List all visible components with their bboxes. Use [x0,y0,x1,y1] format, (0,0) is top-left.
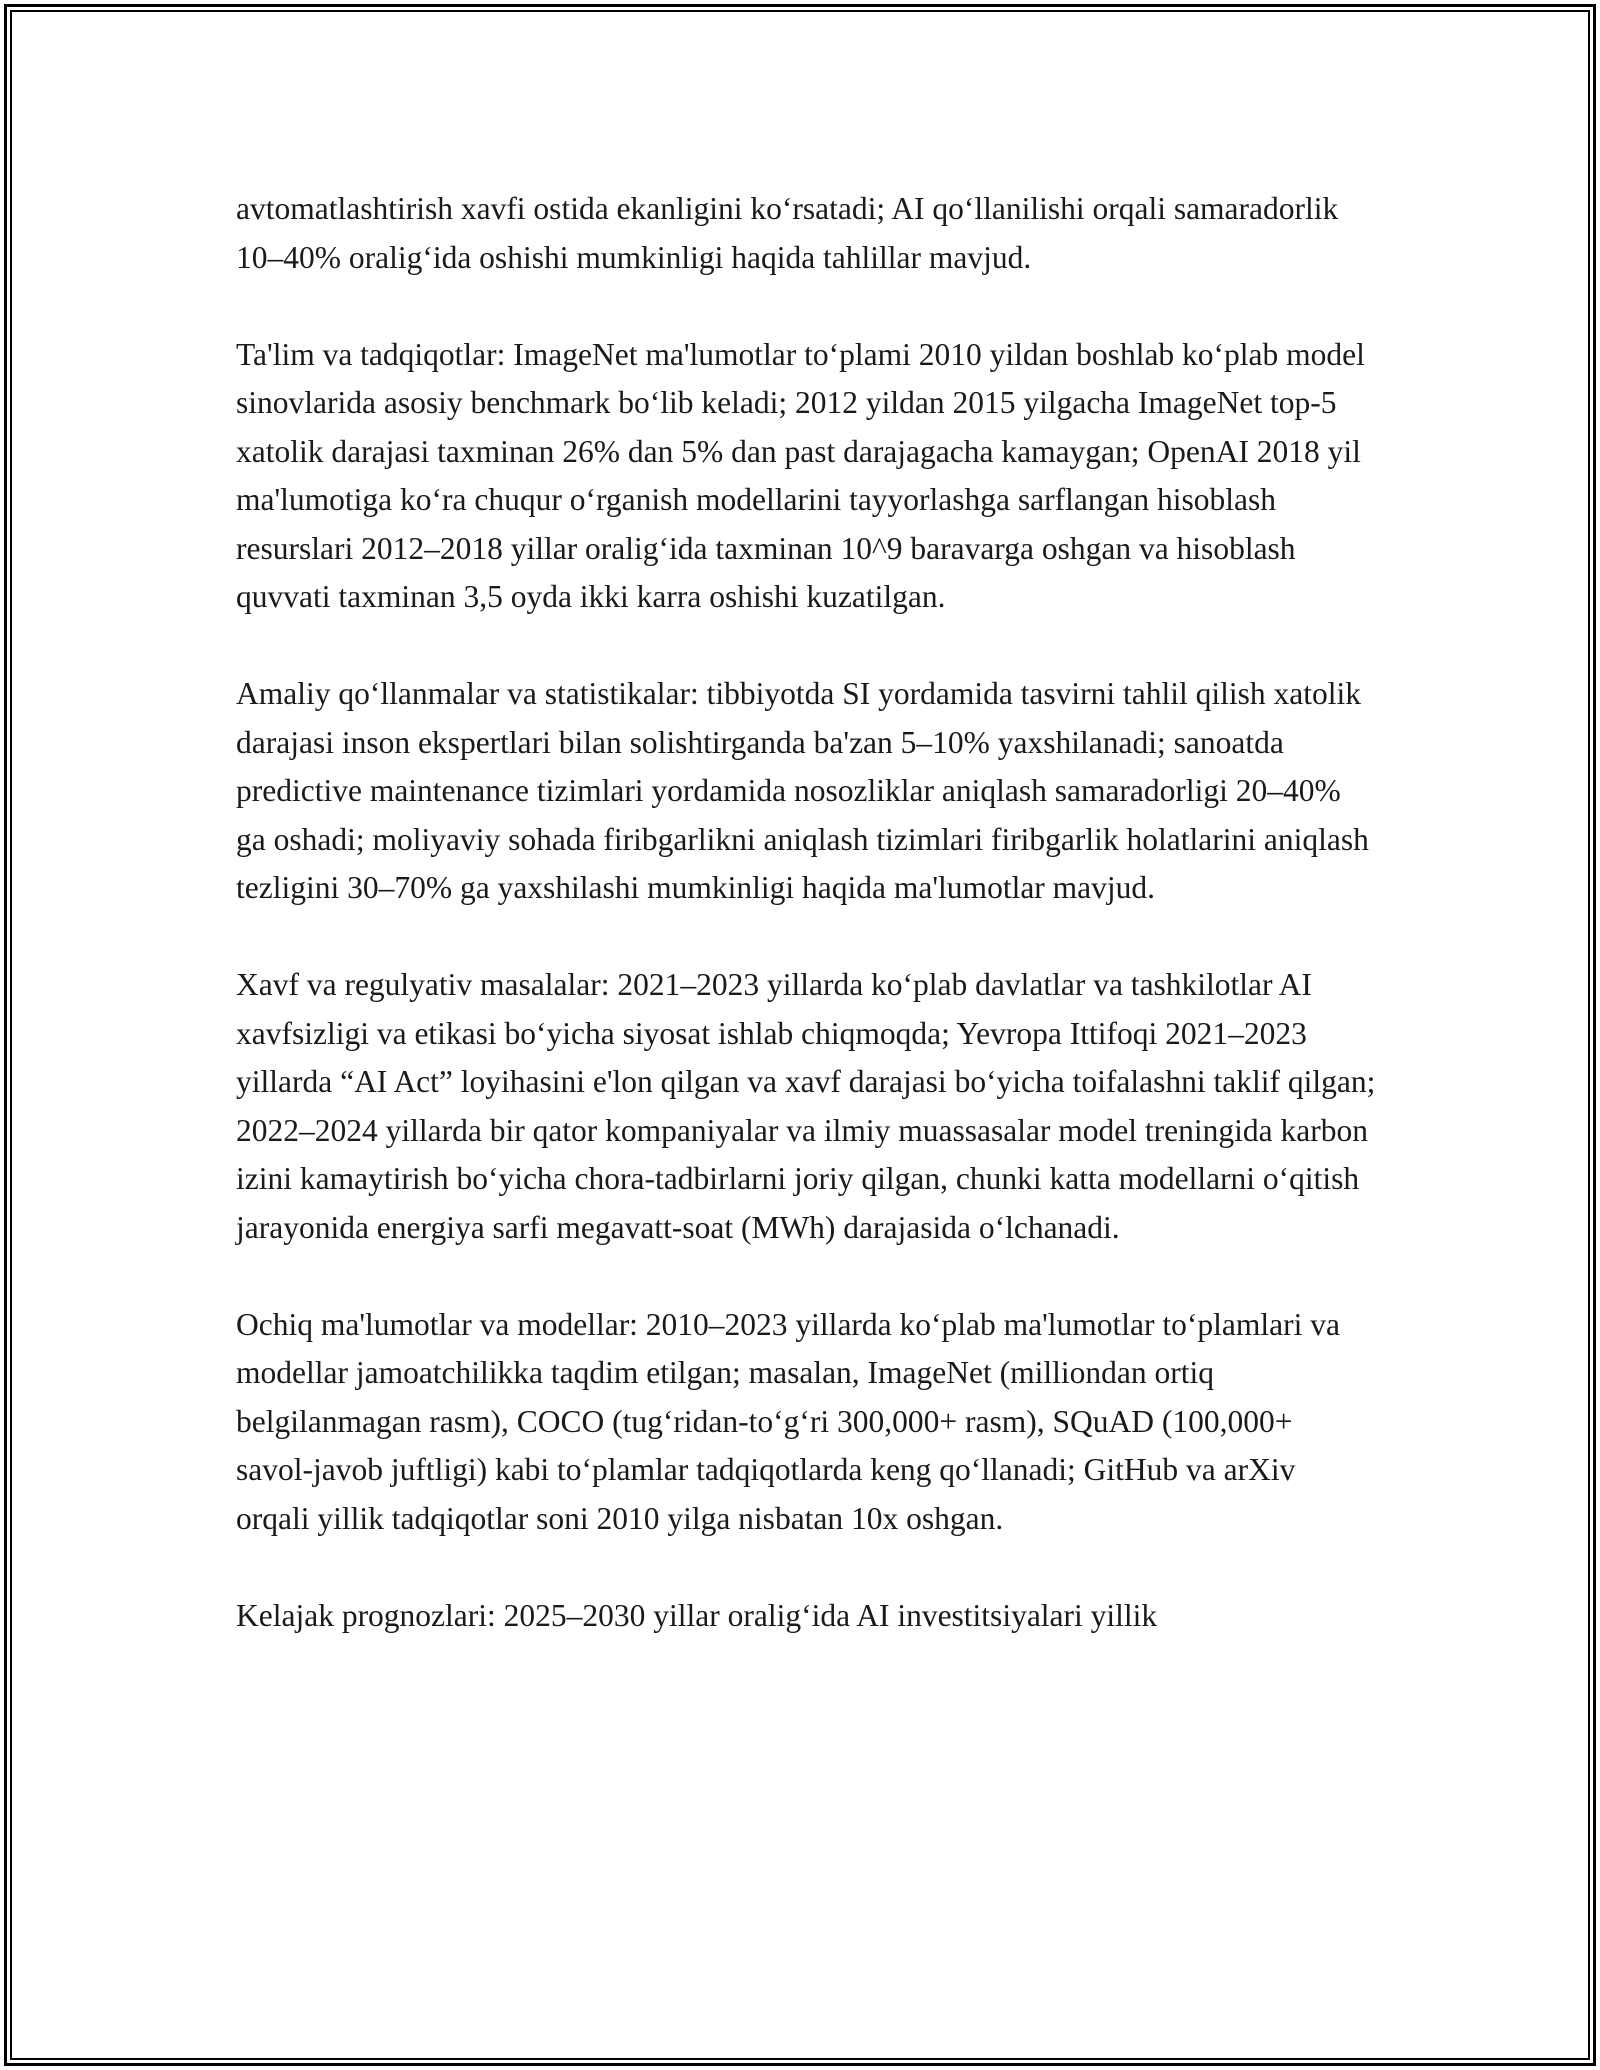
paragraph-open-data-models: Ochiq ma'lumotlar va modellar: 2010–2023 yillarda ko‘plab ma'lumotlar to‘plamlari va modellar jamoatchilikka taqdim etilgan; masalan, ImageNet (milliondan ortiq belgilanmagan rasm), COCO (tug‘ridan-to‘g‘ri 300,000+ rasm), SQuAD (100,000+ savol-javob juftligi) kabi to‘plamlar tadqiqotlarda keng qo‘llanadi; GitHub va arXiv orqali yillik tadqiqotlar soni 2010 yilga nisbatan 10x oshgan. [236,1306,1340,1536]
paragraph-practical-applications: Amaliy qo‘llanmalar va statistikalar: tibbiyotda SI yordamida tasvirni tahlil qilish xatolik darajasi inson ekspertlari bilan solishtirganda ba'zan 5–10% yaxshilanadi; sanoatda predictive maintenance tizimlari yordamida nosozliklar aniqlash samaradorligi 20–40% ga oshadi; moliyaviy sohada firibgarlikni aniqlash tizimlari firibgarlik holatlarini aniqlash tezligini 30–70% ga yaxshilashi mumkinligi haqida ma'lumotlar mavjud. [236,676,1369,905]
paragraph-risk-regulation: Xavf va regulyativ masalalar: 2021–2023 yillarda ko‘plab davlatlar va tashkilotlar AI xavfsizligi va etikasi bo‘yicha siyosat ishlab chiqmoqda; Yevropa Ittifoqi 2021–2023 yillarda “AI Act” loyihasini e'lon qilgan va xavf darajasi bo‘yicha toifalashni taklif qilgan; 2022–2024 yillarda bir qator kompaniyalar va ilmiy muassasalar model treningida karbon izini kamaytirish bo‘yicha chora-tadbirlarni joriy qilgan, chunki katta modellarni o‘qitish jarayonida energiya sarfi megavatt-soat (MWh) darajasida o‘lchanadi. [236,967,1376,1245]
paragraph-education-research: Ta'lim va tadqiqotlar: ImageNet ma'lumotlar to‘plami 2010 yildan boshlab ko‘plab model sinovlarida asosiy benchmark bo‘lib keladi; 2012 yildan 2015 yilgacha ImageNet top-5 xatolik darajasi taxminan 26% dan 5% dan past darajagacha kamaygan; OpenAI 2018 yil ma'lumotiga ko‘ra chuqur o‘rganish modellarini tayyorlashga sarflangan hisoblash resurslari 2012–2018 yillar oralig‘ida taxminan 10^9 baravarga oshgan va hisoblash quvvati taxminan 3,5 oyda ikki karra oshishi kuzatilgan. [236,336,1365,614]
paragraph-future-forecasts: Kelajak prognozlari: 2025–2030 yillar oralig‘ida AI investitsiyalari yillik [236,1597,1158,1633]
document-body [236,185,1376,1640]
paragraph-automation-risk: avtomatlashtirish xavfi ostida ekanligini ko‘rsatadi; AI qo‘llanilishi orqali samaradorlik 10–40% oralig‘ida oshishi mumkinligi haqida tahlillar mavjud. [236,191,1339,275]
